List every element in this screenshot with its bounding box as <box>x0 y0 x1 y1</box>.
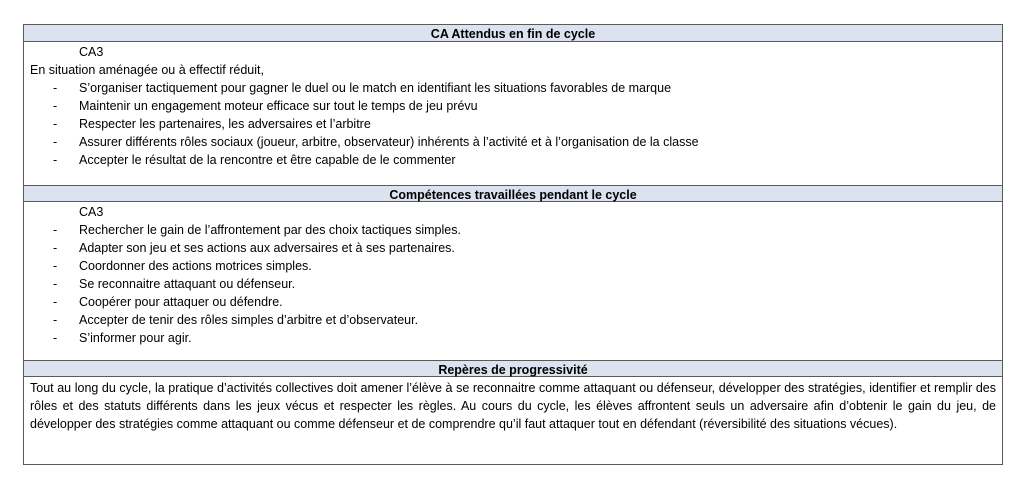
cycle-label: CA3 <box>79 205 104 219</box>
list-item-text: Accepter de tenir des rôles simples d’arbitre et d’observateur. <box>79 313 419 327</box>
dash-bullet: - <box>53 295 58 309</box>
list-item-text: Rechercher le gain de l’affrontement par des choix tactiques simples. <box>79 223 461 237</box>
list-item <box>30 275 996 293</box>
section-header-attendus <box>24 25 1002 42</box>
dash-bullet: - <box>53 81 58 95</box>
list-item <box>30 97 996 115</box>
intro-text: En situation aménagée ou à effectif réduit, <box>30 63 264 77</box>
dash-bullet: - <box>53 241 58 255</box>
list-item <box>30 133 996 151</box>
list-item-text: Assurer différents rôles sociaux (joueur, arbitre, observateur) inhérents à l’activité et à l’organisation de la classe <box>79 135 699 149</box>
section-title: CA Attendus en fin de cycle <box>430 27 596 41</box>
dash-bullet: - <box>53 153 58 167</box>
list-item-text: Adapter son jeu et ses actions aux adversaires et à ses partenaires. <box>79 241 455 255</box>
list-item-text: Respecter les partenaires, les adversaires et l’arbitre <box>79 117 371 131</box>
section-title: Compétences travaillées pendant le cycle <box>389 188 637 202</box>
section-body-competences <box>24 202 1002 360</box>
section-body-attendus <box>24 42 1002 185</box>
section-header-competences <box>24 185 1002 202</box>
list-item-text: S’informer pour agir. <box>79 331 192 345</box>
list-item <box>30 239 996 257</box>
list-item <box>30 79 996 97</box>
dash-bullet: - <box>53 277 58 291</box>
dash-bullet: - <box>53 223 58 237</box>
list-item-text: Coordonner des actions motrices simples. <box>79 259 312 273</box>
dash-bullet: - <box>53 313 58 327</box>
list-item-text: Maintenir un engagement moteur efficace sur tout le temps de jeu prévu <box>79 99 478 113</box>
reperes-paragraph: Tout au long du cycle, la pratique d’activités collectives doit amener l’élève à se reconnaitre comme attaquant ou défenseur, développer des stratégies, identifier et remplir des rôles et des statuts différents dans les jeux vécus et respecter les règles. Au cours du cycle, les élèves affrontent seuls un adversaire afin d’obtenir le gain du jeu, de développer des stratégies comme attaquant ou comme défenseur et de comprendre qu’il faut attaquer tout en défendant (réversibilité des situations vécues). <box>30 381 996 431</box>
section-header-reperes <box>24 360 1002 377</box>
list-item <box>30 329 996 347</box>
list-item <box>30 257 996 275</box>
dash-bullet: - <box>53 331 58 345</box>
competences-list <box>30 221 996 347</box>
curriculum-table <box>23 24 1003 465</box>
dash-bullet: - <box>53 135 58 149</box>
list-item-text: Coopérer pour attaquer ou défendre. <box>79 295 283 309</box>
list-item <box>30 151 996 169</box>
section-body-reperes <box>24 377 1002 464</box>
dash-bullet: - <box>53 99 58 113</box>
list-item <box>30 115 996 133</box>
list-item <box>30 293 996 311</box>
list-item <box>30 221 996 239</box>
attendus-list <box>30 79 996 169</box>
list-item-text: Accepter le résultat de la rencontre et être capable de le commenter <box>79 153 456 167</box>
dash-bullet: - <box>53 259 58 273</box>
cycle-label: CA3 <box>79 45 104 59</box>
section-title: Repères de progressivité <box>438 363 588 377</box>
list-item-text: S’organiser tactiquement pour gagner le duel ou le match en identifiant les situations favorables de marque <box>79 81 672 95</box>
list-item-text: Se reconnaitre attaquant ou défenseur. <box>79 277 296 291</box>
dash-bullet: - <box>53 117 58 131</box>
list-item <box>30 311 996 329</box>
